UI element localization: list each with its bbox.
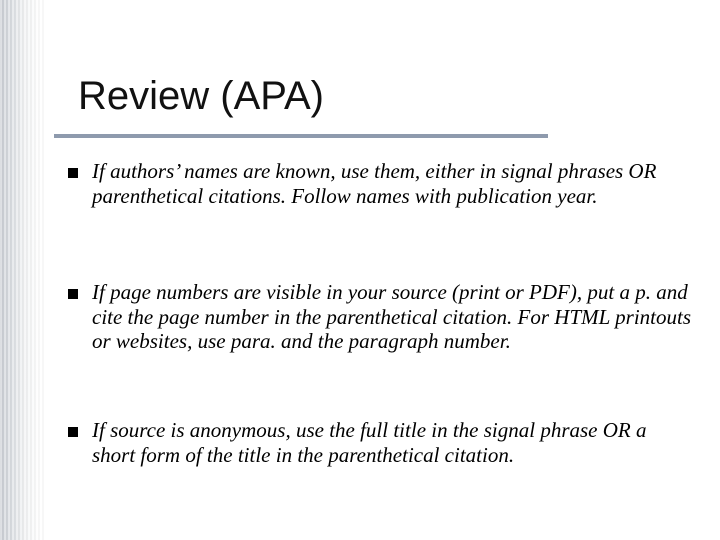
bullet-text: If authors’ names are known, use them, either in signal phrases OR parenthetical citations. Follow names with publication year.	[92, 159, 657, 208]
bullet-text: If page numbers are visible in your source (print or PDF), put a p. and cite the page number in the parenthetical citation. For HTML printouts or websites, use para. and the paragraph number.	[92, 280, 692, 353]
left-gradient-border	[0, 0, 46, 540]
square-bullet-icon	[68, 427, 78, 437]
title-underline	[54, 134, 548, 138]
square-bullet-icon	[68, 168, 78, 178]
bullet-text: If source is anonymous, use the full title in the signal phrase OR a short form of the title in the parenthetical citation.	[92, 418, 647, 467]
square-bullet-icon	[68, 289, 78, 299]
slide-title: Review (APA)	[78, 74, 324, 118]
